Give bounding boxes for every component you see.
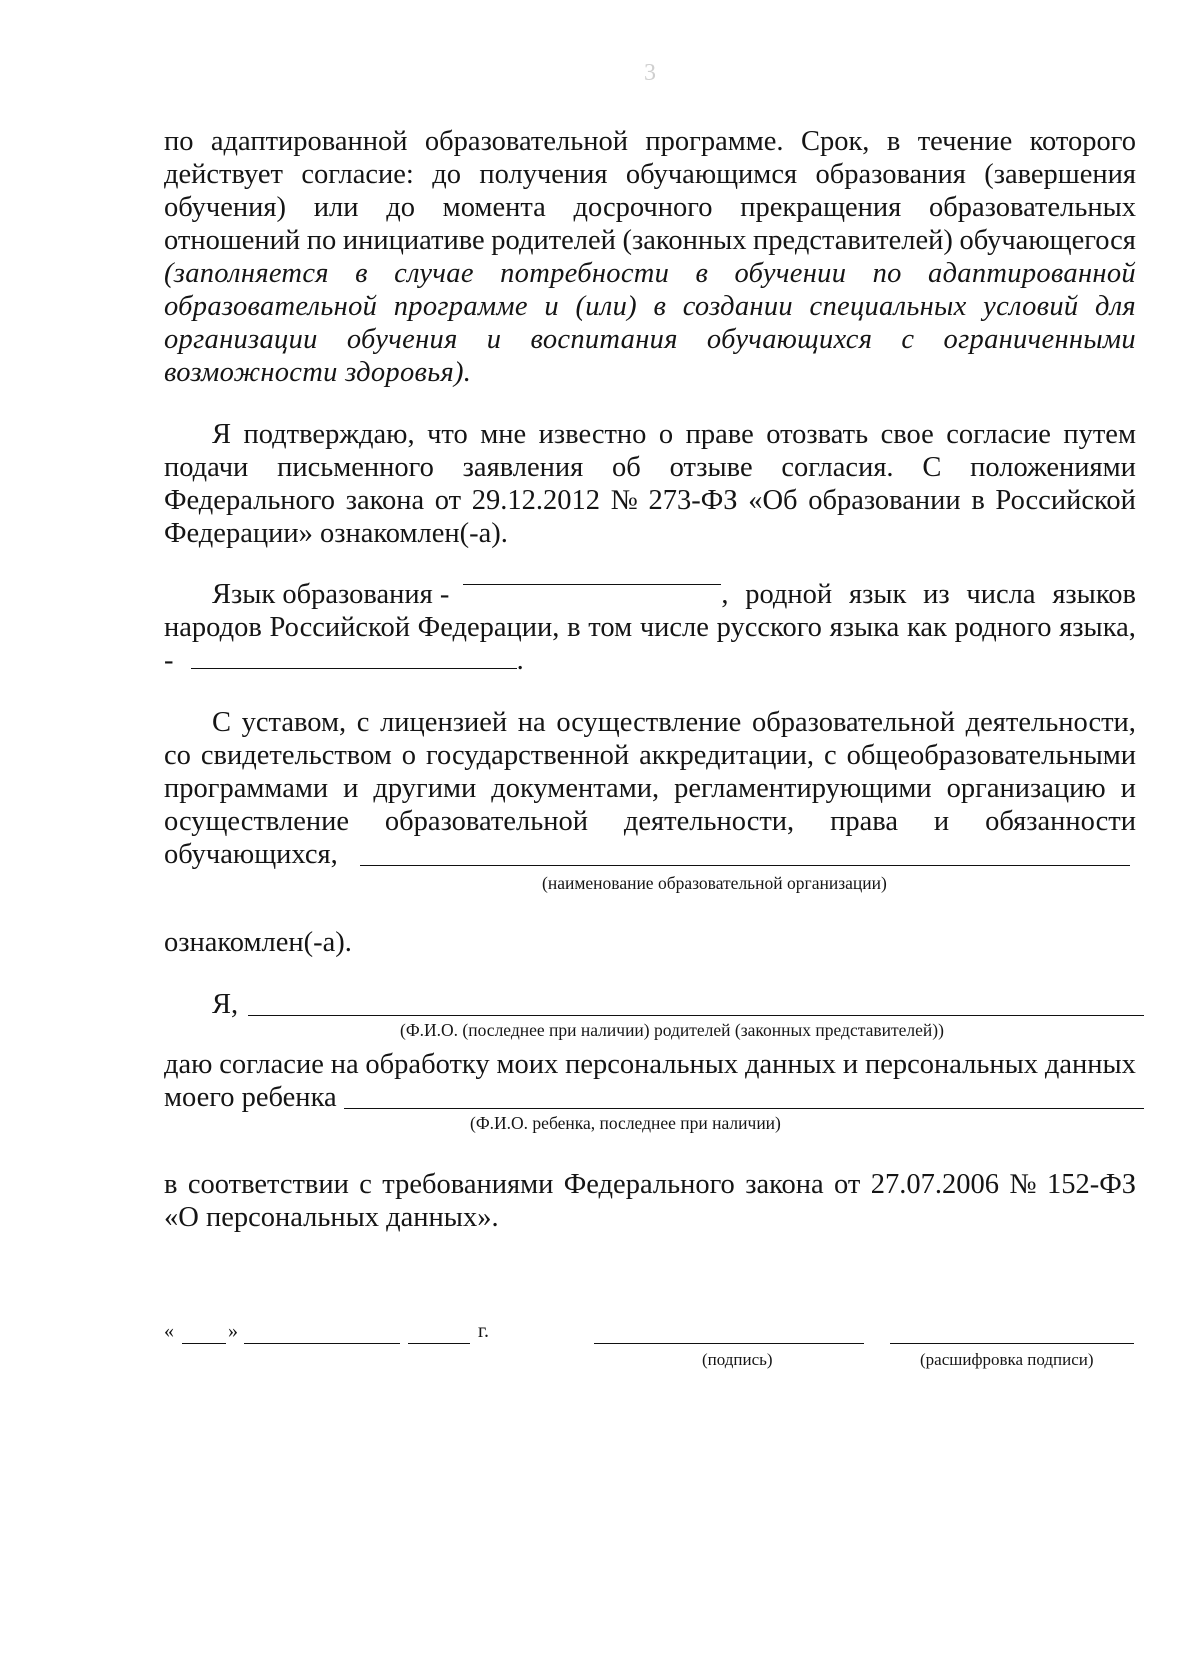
line-text: программами и другими документами, регламентирующими организацию и: [164, 773, 1136, 804]
line-text: , родной язык из числа языков: [721, 579, 1136, 610]
line-text: Федерации» ознакомлен(-а).: [164, 518, 508, 549]
text-line: [164, 578, 1136, 611]
line-text: -: [164, 645, 174, 676]
text-line: [164, 517, 1136, 550]
italic-line: [164, 257, 1136, 290]
line-text: по адаптированной образовательной программе. Срок, в течение которого: [164, 126, 1136, 157]
line-text: образовательной программе и (или) в создании специальных условий для: [164, 291, 1136, 322]
line-text: отношений по инициативе родителей (законных представителей) обучающегося: [164, 225, 1136, 256]
year-suffix: г.: [478, 1320, 489, 1342]
line-text: Федерального закона от 29.12.2012 № 273-ФЗ «Об образовании в Российской: [164, 485, 1136, 516]
signature-field[interactable]: [594, 1343, 864, 1344]
text-line: [164, 158, 1136, 191]
line-text: С уставом, с лицензией на осуществление образовательной деятельности,: [212, 707, 1136, 738]
line-text: Язык образования -: [212, 579, 450, 610]
line-text: организации обучения и воспитания обучающихся с ограниченными: [164, 324, 1136, 355]
line-text: действует согласие: до получения обучающимся образования (завершения: [164, 159, 1136, 190]
signature-decode-caption: (расшифровка подписи): [920, 1350, 1094, 1369]
text-line: [164, 191, 1136, 224]
line-text: моего ребенка: [164, 1082, 337, 1113]
paragraph-charter: [164, 706, 1136, 871]
text-line: [164, 1168, 1136, 1201]
organization-name-field[interactable]: [360, 865, 1130, 866]
line-text: обучающихся,: [164, 839, 338, 870]
line-text: в соответствии с требованиями Федерального закона от 27.07.2006 № 152-ФЗ: [164, 1169, 1136, 1200]
date-quote-open: «: [164, 1320, 174, 1342]
text-line: [164, 838, 1136, 871]
line-text: «О персональных данных».: [164, 1202, 499, 1233]
line-text: народов Российской Федерации, в том числе русского языка как родного языка,: [164, 612, 1136, 643]
text-line: [164, 484, 1136, 517]
acknowledged-line: [164, 926, 1136, 959]
parent-caption: (Ф.И.О. (последнее при наличии) родителей (законных представителей)): [400, 1020, 944, 1040]
line-text: со свидетельством о государственной аккредитации, с общеобразовательными: [164, 740, 1136, 771]
text-line: [164, 644, 1136, 677]
text-line: [164, 418, 1136, 451]
organization-caption: (наименование образовательной организации): [542, 873, 887, 893]
text-line: [164, 805, 1136, 838]
date-quote-close: »: [228, 1320, 238, 1342]
line-text: .: [516, 645, 524, 676]
text-line: [164, 224, 1136, 257]
language-blank[interactable]: [463, 578, 721, 585]
paragraph-language: [164, 578, 1136, 677]
child-name-field[interactable]: [344, 1108, 1144, 1109]
signature-decode-field[interactable]: [890, 1343, 1134, 1344]
text-line: [164, 611, 1136, 644]
line-text: обучения) или до момента досрочного прекращения образовательных: [164, 192, 1136, 223]
line-text: ознакомлен(-а).: [164, 927, 352, 958]
italic-line: [164, 290, 1136, 323]
consent-lines: [164, 1048, 1136, 1114]
text-line: [164, 451, 1136, 484]
italic-line: [164, 323, 1136, 356]
parent-name-field[interactable]: [248, 1015, 1144, 1016]
consent-i-label: [212, 988, 272, 1021]
date-month-field[interactable]: [244, 1343, 400, 1344]
text-line: [164, 1201, 1136, 1234]
italic-line: [164, 356, 1136, 389]
line-text: Я подтверждаю, что мне известно о праве отозвать свое согласие путем: [212, 419, 1136, 450]
line-text: Я,: [212, 989, 239, 1020]
text-line: [164, 739, 1136, 772]
page-number: 3: [644, 60, 656, 86]
native-language-blank[interactable]: [191, 662, 517, 669]
child-caption: (Ф.И.О. ребенка, последнее при наличии): [470, 1113, 781, 1133]
line-text: подачи письменного заявления об отзыве согласия. С положениями: [164, 452, 1136, 483]
line-text: даю согласие на обработку моих персональных данных и персональных данных: [164, 1049, 1136, 1080]
line-text: осуществление образовательной деятельности, права и обязанности: [164, 806, 1136, 837]
paragraph-withdraw-consent: [164, 418, 1136, 550]
text-line: [164, 125, 1136, 158]
signature-caption: (подпись): [702, 1350, 773, 1369]
text-line: [164, 1048, 1136, 1081]
line-text: (заполняется в случае потребности в обучении по адаптированной: [164, 258, 1136, 289]
date-year-field[interactable]: [408, 1343, 470, 1344]
date-day-field[interactable]: [182, 1343, 226, 1344]
text-line: [164, 706, 1136, 739]
text-line: [164, 772, 1136, 805]
paragraph-adapted-program: [164, 125, 1136, 389]
text-line: [164, 1081, 1136, 1114]
paragraph-law: [164, 1168, 1136, 1234]
line-text: возможности здоровья).: [164, 357, 472, 388]
